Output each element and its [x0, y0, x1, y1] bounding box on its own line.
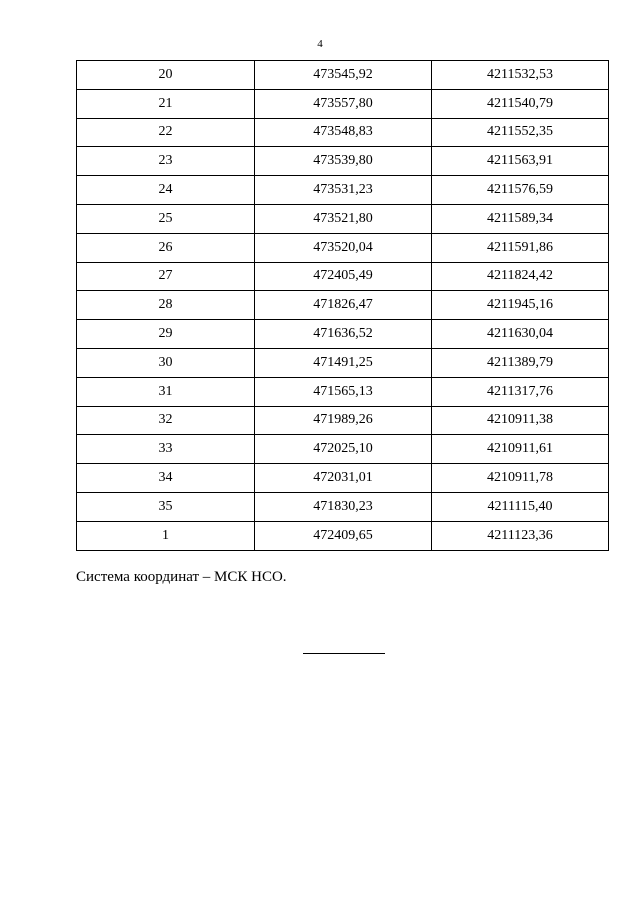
- coordinates-table: [76, 60, 609, 551]
- point-number-cell: 31: [77, 377, 255, 406]
- x-coordinate-cell: 471826,47: [255, 291, 432, 320]
- coordinates-table-body: [77, 61, 609, 551]
- table-row: [77, 233, 609, 262]
- y-coordinate-cell: 4211115,40: [432, 492, 609, 521]
- point-number-cell: 33: [77, 435, 255, 464]
- point-number-cell: 26: [77, 233, 255, 262]
- table-row: [77, 348, 609, 377]
- page-number: 4: [317, 38, 323, 50]
- table-row: [77, 320, 609, 349]
- table-row: [77, 262, 609, 291]
- point-number-cell: 32: [77, 406, 255, 435]
- table-row: [77, 89, 609, 118]
- table-row: [77, 521, 609, 550]
- x-coordinate-cell: 473548,83: [255, 118, 432, 147]
- y-coordinate-cell: 4211552,35: [432, 118, 609, 147]
- x-coordinate-cell: 473557,80: [255, 89, 432, 118]
- x-coordinate-cell: 472031,01: [255, 464, 432, 493]
- point-number-cell: 22: [77, 118, 255, 147]
- x-coordinate-cell: 471491,25: [255, 348, 432, 377]
- y-coordinate-cell: 4211532,53: [432, 61, 609, 90]
- y-coordinate-cell: 4211123,36: [432, 521, 609, 550]
- x-coordinate-cell: 473539,80: [255, 147, 432, 176]
- point-number-cell: 34: [77, 464, 255, 493]
- point-number-cell: 20: [77, 61, 255, 90]
- table-row: [77, 147, 609, 176]
- point-number-cell: 29: [77, 320, 255, 349]
- y-coordinate-cell: 4211824,42: [432, 262, 609, 291]
- point-number-cell: 35: [77, 492, 255, 521]
- table-row: [77, 204, 609, 233]
- y-coordinate-cell: 4211540,79: [432, 89, 609, 118]
- y-coordinate-cell: 4211576,59: [432, 176, 609, 205]
- x-coordinate-cell: 472025,10: [255, 435, 432, 464]
- table-row: [77, 176, 609, 205]
- point-number-cell: 23: [77, 147, 255, 176]
- table-row: [77, 435, 609, 464]
- point-number-cell: 21: [77, 89, 255, 118]
- y-coordinate-cell: 4211591,86: [432, 233, 609, 262]
- point-number-cell: 30: [77, 348, 255, 377]
- y-coordinate-cell: 4210911,61: [432, 435, 609, 464]
- table-row: [77, 464, 609, 493]
- table-row: [77, 61, 609, 90]
- x-coordinate-cell: 473531,23: [255, 176, 432, 205]
- x-coordinate-cell: 473545,92: [255, 61, 432, 90]
- point-number-cell: 27: [77, 262, 255, 291]
- coordinate-system-note: Система координат – МСК НСО.: [76, 569, 287, 585]
- point-number-cell: 28: [77, 291, 255, 320]
- y-coordinate-cell: 4211317,76: [432, 377, 609, 406]
- x-coordinate-cell: 471989,26: [255, 406, 432, 435]
- x-coordinate-cell: 471636,52: [255, 320, 432, 349]
- x-coordinate-cell: 471565,13: [255, 377, 432, 406]
- table-row: [77, 492, 609, 521]
- y-coordinate-cell: 4210911,38: [432, 406, 609, 435]
- x-coordinate-cell: 472409,65: [255, 521, 432, 550]
- table-row: [77, 406, 609, 435]
- point-number-cell: 24: [77, 176, 255, 205]
- x-coordinate-cell: 473520,04: [255, 233, 432, 262]
- x-coordinate-cell: 471830,23: [255, 492, 432, 521]
- table-row: [77, 118, 609, 147]
- table-row: [77, 377, 609, 406]
- end-of-document-line: [303, 653, 385, 654]
- y-coordinate-cell: 4211630,04: [432, 320, 609, 349]
- x-coordinate-cell: 472405,49: [255, 262, 432, 291]
- point-number-cell: 25: [77, 204, 255, 233]
- y-coordinate-cell: 4211945,16: [432, 291, 609, 320]
- y-coordinate-cell: 4211589,34: [432, 204, 609, 233]
- x-coordinate-cell: 473521,80: [255, 204, 432, 233]
- y-coordinate-cell: 4211389,79: [432, 348, 609, 377]
- y-coordinate-cell: 4211563,91: [432, 147, 609, 176]
- table-row: [77, 291, 609, 320]
- y-coordinate-cell: 4210911,78: [432, 464, 609, 493]
- point-number-cell: 1: [77, 521, 255, 550]
